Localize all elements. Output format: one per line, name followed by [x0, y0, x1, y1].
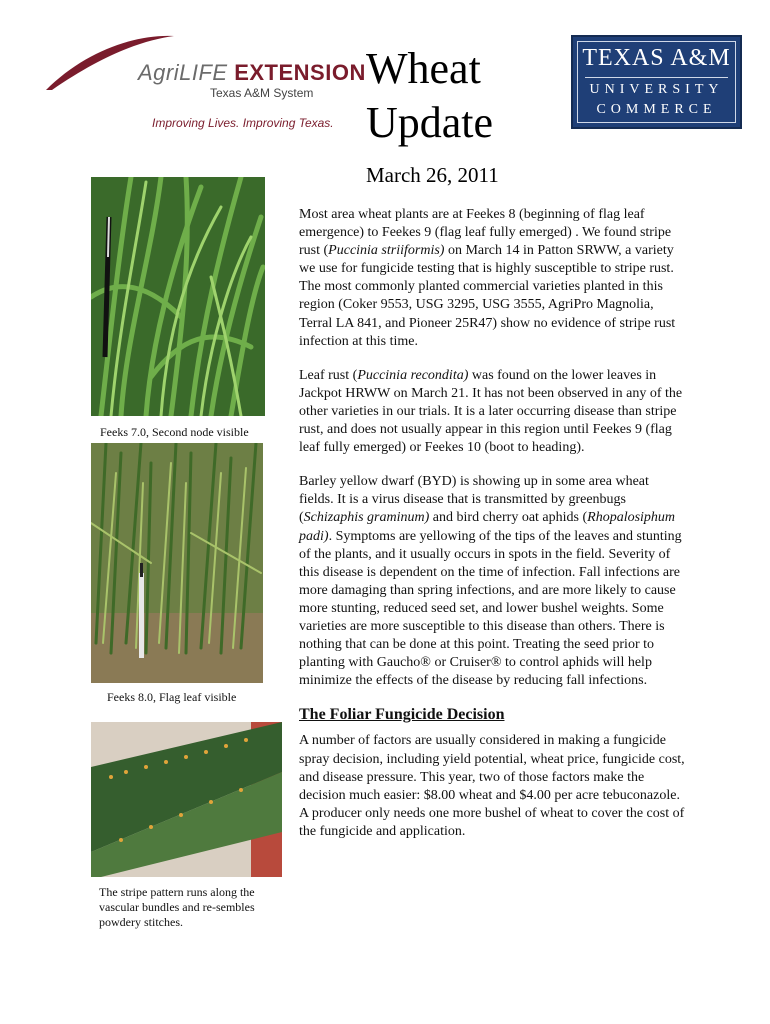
paragraph-fungicide-decision: A number of factors are usually considered in making a fungicide spray decision, including yield potential, wheat price, fungicide cost, and disease pressure. This year, two of those factors make the decision much easier: $8.00 wheat and $4.00 per acre tebuconazole. A producer only needs one more bushel of wheat to cover the cost of the fungicide and application.	[299, 733, 685, 839]
tamu-logo-line-1: TEXAS A&M	[582, 45, 731, 71]
tamu-logo-line-2: UNIVERSITY	[589, 82, 724, 97]
tamu-commerce-logo	[571, 35, 742, 129]
article-body	[299, 206, 685, 857]
photo-caption-feekes-8: Feeks 8.0, Flag leaf visible	[107, 690, 237, 704]
agrilife-tagline: Improving Lives. Improving Texas.	[152, 116, 334, 130]
tamu-logo-line-3: COMMERCE	[596, 102, 717, 117]
agrilife-brand-text: AgriLIFE EXTENSION	[138, 60, 366, 85]
section-heading-fungicide: The Foliar Fungicide Decision	[299, 706, 505, 724]
stripe-rust-leaf-photo	[91, 722, 282, 877]
photo-caption-feekes-7: Feeks 7.0, Second node visible	[100, 425, 249, 439]
issue-date: March 26, 2011	[366, 163, 499, 187]
agrilife-system-text: Texas A&M System	[210, 86, 314, 100]
paragraph-leaf-rust: Leaf rust (Puccinia recondita) was found on the lower leaves in Jackpot HRWW on March 21. It has not been observed in any of the other varieties in our trials. It is a later occurring disease than stripe rust, and does not usually appear in this region until Feekes 9 (flag leaf fully emerged) or Feekes 10 (boot to heading).	[299, 367, 683, 456]
wheat-feekes-7-photo	[91, 177, 265, 416]
paragraph-stripe-rust: Most area wheat plants are at Feekes 8 (beginning of flag leaf emergence) to Feekes 9 (flag leaf fully emerged) . We found stripe rust (Puccinia striiformis) on March 14 in Patton SRWW, a variety we use for fungicide testing that is highly susceptible to stripe rust. The most commonly planted commercial varieties planted in this region (Coker 9553, USG 3295, USG 3555, AgriPro Magnolia, Terral LA 841, and Pioneer 25R47) show no evidence of stripe rust infection at this time.	[299, 207, 676, 349]
title-line-1: Wheat	[366, 44, 481, 93]
newsletter-title	[366, 42, 546, 150]
photo-caption-stripe-rust: The stripe pattern runs along the vascular bundles and re-sembles powdery stitches.	[99, 885, 255, 929]
wheat-feekes-8-photo	[91, 443, 263, 683]
agrilife-extension-logo	[44, 32, 366, 136]
paragraph-barley-yellow-dwarf: Barley yellow dwarf (BYD) is showing up in some area wheat fields. It is a virus disease that is transmitted by greenbugs (Schizaphis graminum) and bird cherry oat aphids (Rhopalosiphum padi). Symptoms are yellowing of the tips of the leaves and stunting of the plants, and it usually occurs in spots in the field. Severity of this disease is dependent on the time of infection. Fall infections are more damaging than spring infections, and are more likely to cause more stunting, reduced seed set, and lower bushel weights. Some varieties are more susceptible to this disease than others. There is nothing that can be done at this point. Treating the seed prior to planting with Gaucho® or Cruiser® to control aphids will help minimize the effects of the disease by reducing fall infections.	[299, 474, 682, 689]
title-line-2: Update	[366, 98, 494, 147]
